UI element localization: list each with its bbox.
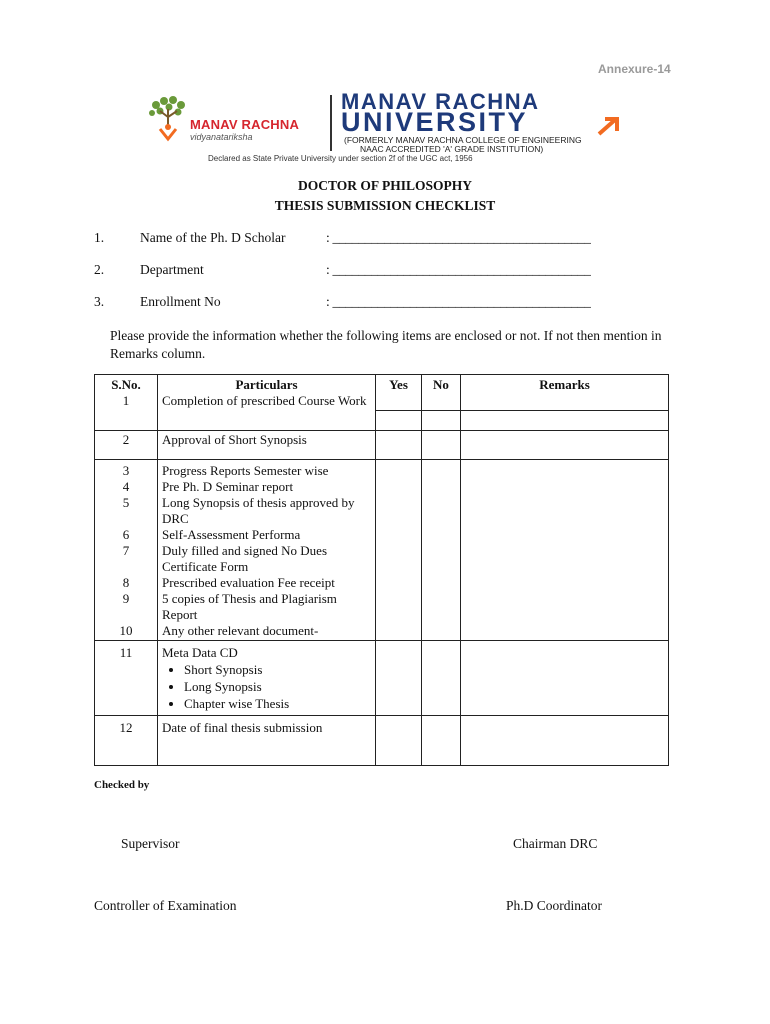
row-particular: Long Synopsis of thesis approved by DRC xyxy=(162,494,355,526)
field-number: 3. xyxy=(94,294,105,309)
enrollment-blank[interactable]: : ________________________________________ xyxy=(326,294,591,309)
yes-cell[interactable] xyxy=(376,410,422,430)
yes-cell[interactable] xyxy=(376,430,422,459)
no-cell[interactable] xyxy=(422,410,461,430)
declared-line: Declared as State Private University under section 2f of the UGC act, 1956 xyxy=(208,154,473,163)
table-header-row xyxy=(95,375,669,411)
university-name-line1: MANAV RACHNA xyxy=(341,89,540,114)
scholar-name-blank[interactable]: : ________________________________________ xyxy=(326,230,591,245)
row-particular: Any other relevant document- xyxy=(162,622,319,638)
row-particular: Duly filled and signed No Dues Certificate Form xyxy=(162,542,328,574)
header-remarks: Remarks xyxy=(461,375,669,411)
table-row xyxy=(95,640,669,715)
row-sno: 3 xyxy=(122,462,130,478)
checklist-table xyxy=(94,374,669,766)
annexure-label: Annexure-14 xyxy=(598,62,671,76)
list-item: • Long Synopsis xyxy=(184,679,371,695)
row-sno-cell xyxy=(95,410,158,430)
field-label-enrollment: Enrollment No xyxy=(140,294,221,309)
row-sno: 1 xyxy=(122,393,130,408)
brand-small: MANAV RACHNA xyxy=(190,117,300,132)
list-item: • Short Synopsis xyxy=(184,662,371,678)
row-sno: 8 xyxy=(122,574,130,590)
row-sno: 9 xyxy=(122,590,130,606)
row-particular: 5 copies of Thesis and Plagiarism Report xyxy=(162,590,337,622)
remarks-cell[interactable] xyxy=(461,430,669,459)
naac-line: NAAC ACCREDITED 'A' GRADE INSTITUTION) xyxy=(360,144,544,154)
coordinator-signature: Ph.D Coordinator xyxy=(506,898,602,913)
row-particular-meta xyxy=(158,640,376,715)
row-particular-cell xyxy=(158,410,376,430)
row-particular: Completion of prescribed Course Work xyxy=(162,393,367,408)
row-particular: Meta Data CD xyxy=(162,644,238,660)
instruction-text: Please provide the information whether the following items are enclosed or not. If not then mention in Remarks column. xyxy=(110,328,662,361)
row-particular: Date of final thesis submission xyxy=(158,715,376,765)
no-cell[interactable] xyxy=(422,640,461,715)
row-particular: Progress Reports Semester wise xyxy=(162,462,329,478)
checked-by-label: Checked by xyxy=(94,779,150,791)
yes-cell[interactable] xyxy=(376,715,422,765)
row-particular: Self-Assessment Performa xyxy=(162,526,301,542)
table-row-group xyxy=(95,459,669,640)
field-number: 2. xyxy=(94,262,105,277)
header-sno-text: S.No. xyxy=(111,377,141,392)
field-label-scholar-name: Name of the Ph. D Scholar xyxy=(140,230,286,245)
row-sno: 6 xyxy=(122,526,130,542)
header-sno xyxy=(95,375,158,411)
row-sno: 2 xyxy=(95,430,158,459)
arrow-icon xyxy=(596,115,622,137)
row-particular: Approval of Short Synopsis xyxy=(158,430,376,459)
row-sno: 11 xyxy=(95,640,158,715)
heading-line1: DOCTOR OF PHILOSOPHY xyxy=(297,178,473,193)
row-particular: Prescribed evaluation Fee receipt xyxy=(162,574,335,590)
no-cell[interactable] xyxy=(422,430,461,459)
table-row xyxy=(95,715,669,765)
logo-divider xyxy=(330,95,332,151)
table-row xyxy=(95,410,669,430)
department-blank[interactable]: : ________________________________________ xyxy=(326,262,591,277)
supervisor-signature: Supervisor xyxy=(121,836,180,851)
controller-signature: Controller of Examination xyxy=(94,898,237,913)
no-cell[interactable] xyxy=(422,715,461,765)
table-row xyxy=(95,430,669,459)
field-label-department: Department xyxy=(140,262,204,277)
heading-line2: THESIS SUBMISSION CHECKLIST xyxy=(274,198,496,213)
remarks-cell[interactable] xyxy=(461,459,669,640)
row-sno: 12 xyxy=(95,715,158,765)
manav-rachna-emblem xyxy=(148,93,318,153)
row-sno: 7 xyxy=(122,542,130,558)
row-sno: 5 xyxy=(122,494,130,510)
tagline: vidyanatariksha xyxy=(190,132,253,142)
row-particular: Pre Ph. D Seminar report xyxy=(162,478,294,494)
remarks-cell[interactable] xyxy=(461,640,669,715)
no-cell[interactable] xyxy=(422,459,461,640)
meta-data-list xyxy=(162,662,371,712)
chairman-drc-signature: Chairman DRC xyxy=(513,836,598,851)
header-no: No xyxy=(422,375,461,411)
university-logo xyxy=(148,89,628,165)
row-sno: 4 xyxy=(122,478,130,494)
formerly-line: (FORMERLY MANAV RACHNA COLLEGE OF ENGINEERING xyxy=(344,135,582,145)
field-number: 1. xyxy=(94,230,105,245)
yes-cell[interactable] xyxy=(376,459,422,640)
row-particular-group xyxy=(158,459,376,640)
row-sno-group xyxy=(95,459,158,640)
header-particulars xyxy=(158,375,376,411)
remarks-cell[interactable] xyxy=(461,715,669,765)
tree-icon xyxy=(148,95,188,145)
header-particulars-text: Particulars xyxy=(235,377,298,392)
row-sno: 10 xyxy=(119,622,133,638)
header-yes: Yes xyxy=(376,375,422,411)
remarks-cell[interactable] xyxy=(461,410,669,430)
university-name-line2: UNIVERSITY xyxy=(341,107,529,137)
yes-cell[interactable] xyxy=(376,640,422,715)
list-item: • Chapter wise Thesis xyxy=(184,696,371,712)
